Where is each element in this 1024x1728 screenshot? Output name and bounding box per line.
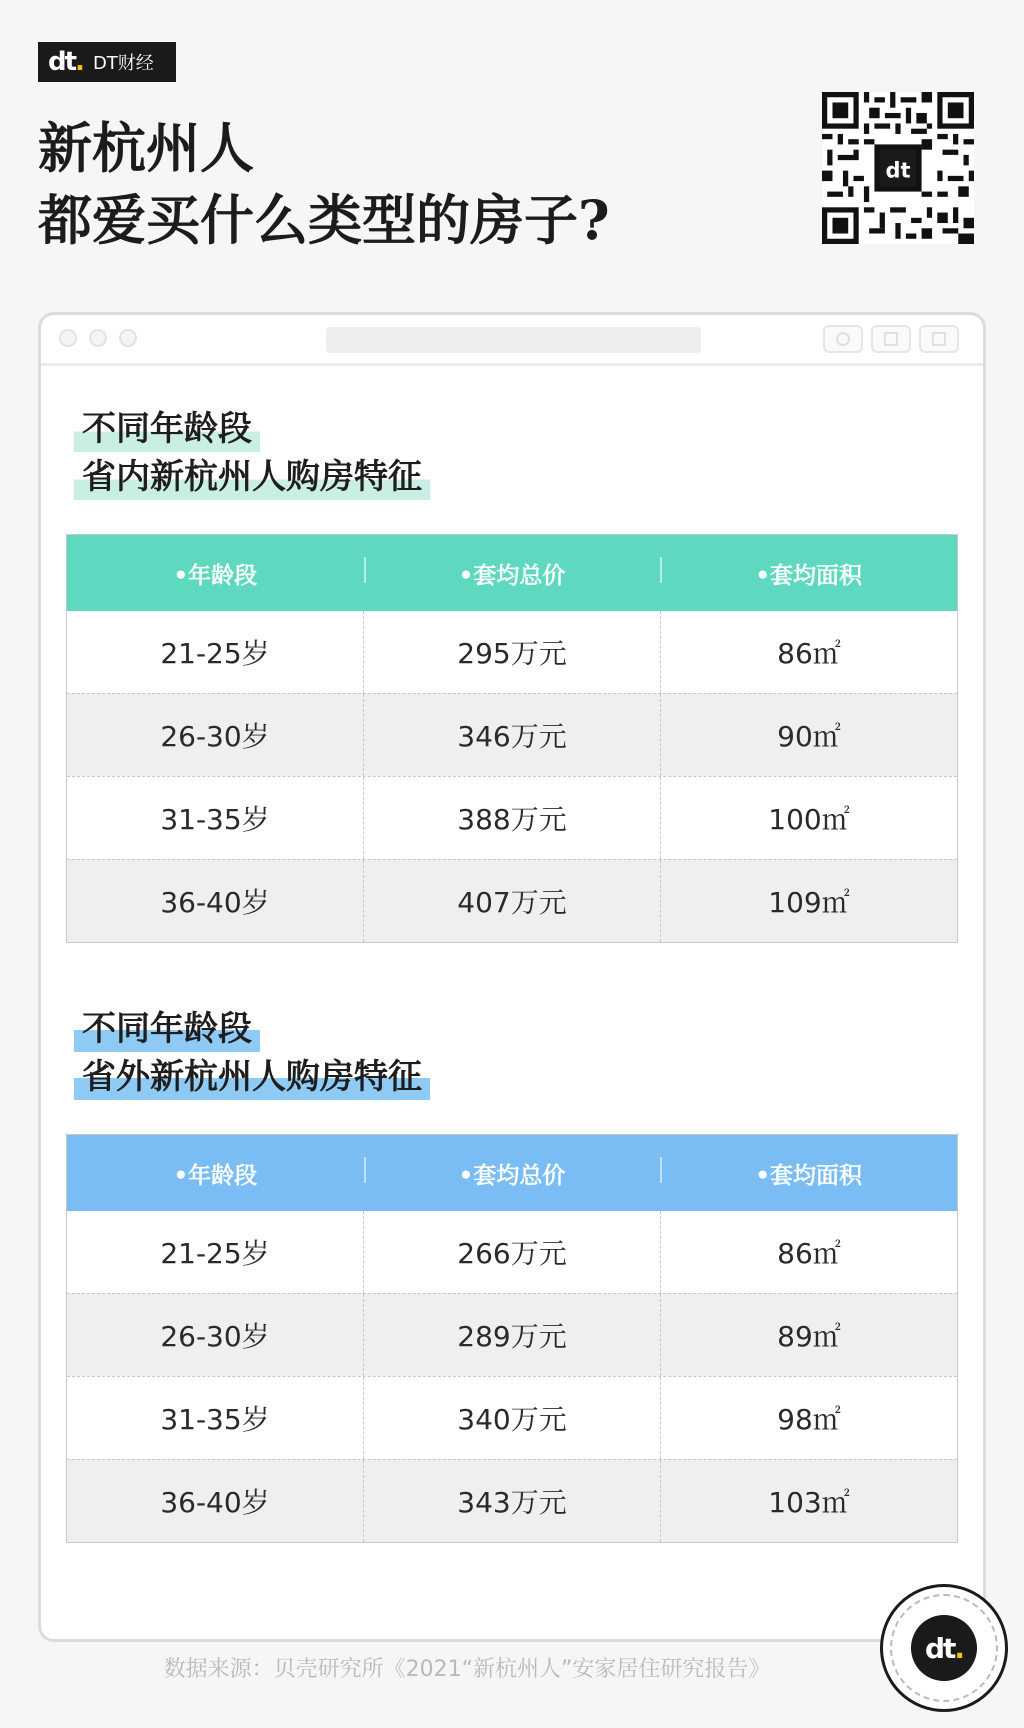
minimize-dot-icon: [89, 329, 107, 347]
brand-logo: [38, 42, 176, 82]
badge-ring: [890, 1594, 998, 1702]
address-bar: [326, 327, 701, 353]
window-title-bar: [41, 315, 983, 366]
cell-price: 295万元: [363, 611, 660, 693]
table-row: [67, 1459, 957, 1542]
cell-area: 86㎡: [660, 611, 957, 693]
cell-price: 266万元: [363, 1211, 660, 1293]
header-age: •年龄段: [173, 1162, 258, 1189]
section-title-out-province: [74, 1006, 430, 1102]
share-icon: [871, 325, 911, 353]
page-title: [38, 112, 610, 256]
table-row: [67, 1211, 957, 1293]
cell-price: 388万元: [363, 777, 660, 859]
cell-age: 31-35岁: [160, 1403, 270, 1436]
data-source-text: 数据来源：贝壳研究所《2021“新杭州人”安家居住研究报告》: [163, 1657, 771, 1682]
data-source-note: [0, 1652, 1024, 1683]
qr-code: [822, 92, 974, 244]
section-title-line2: 省内新杭州人购房特征: [74, 454, 430, 500]
section-title-in-province: [74, 406, 430, 502]
table-row: [67, 1376, 957, 1459]
cell-age: 21-25岁: [160, 637, 270, 670]
table-row: [67, 1293, 957, 1376]
cell-area: 103㎡: [660, 1460, 957, 1542]
header-avg-price: •套均总价: [364, 557, 661, 590]
section-title-line1: 不同年龄段: [74, 406, 260, 452]
cell-age: 36-40岁: [160, 1486, 270, 1519]
brand-mark: dt.: [48, 47, 83, 77]
section-title-line2: 省外新杭州人购房特征: [74, 1054, 430, 1100]
brand-name: DT财经: [92, 53, 154, 74]
cell-price: 343万元: [363, 1460, 660, 1542]
table-row: [67, 693, 957, 776]
table-row: [67, 611, 957, 693]
cell-age: 26-30岁: [160, 720, 270, 753]
section-title-line1: 不同年龄段: [74, 1006, 260, 1052]
page-title-line1: 新杭州人: [38, 116, 254, 180]
header-avg-area: •套均面积: [660, 1157, 957, 1190]
table-header: [67, 535, 957, 611]
cell-price: 407万元: [363, 860, 660, 942]
cell-area: 100㎡: [660, 777, 957, 859]
cell-price: 340万元: [363, 1377, 660, 1459]
cell-age: 26-30岁: [160, 1320, 270, 1353]
cell-area: 86㎡: [660, 1211, 957, 1293]
header-avg-price: •套均总价: [364, 1157, 661, 1190]
cell-age: 31-35岁: [160, 803, 270, 836]
cell-price: 346万元: [363, 694, 660, 776]
page-title-line2: 都爱买什么类型的房子?: [38, 188, 610, 252]
table-row: [67, 776, 957, 859]
table-out-province: [66, 1134, 958, 1543]
cell-area: 109㎡: [660, 860, 957, 942]
close-dot-icon: [59, 329, 77, 347]
cell-area: 90㎡: [660, 694, 957, 776]
header-age: •年龄段: [173, 562, 258, 589]
copy-icon: [919, 325, 959, 353]
table-in-province: [66, 534, 958, 943]
table-row: [67, 859, 957, 942]
badge-logo-icon: dt .: [911, 1615, 977, 1681]
qr-center-mark: dt: [885, 158, 911, 183]
header-avg-area: •套均面积: [660, 557, 957, 590]
cell-area: 98㎡: [660, 1377, 957, 1459]
maximize-dot-icon: [119, 329, 137, 347]
cell-area: 89㎡: [660, 1294, 957, 1376]
cell-price: 289万元: [363, 1294, 660, 1376]
record-icon: [823, 325, 863, 353]
cell-age: 36-40岁: [160, 886, 270, 919]
table-header: [67, 1135, 957, 1211]
brand-badge: [880, 1584, 1008, 1712]
cell-age: 21-25岁: [160, 1237, 270, 1270]
